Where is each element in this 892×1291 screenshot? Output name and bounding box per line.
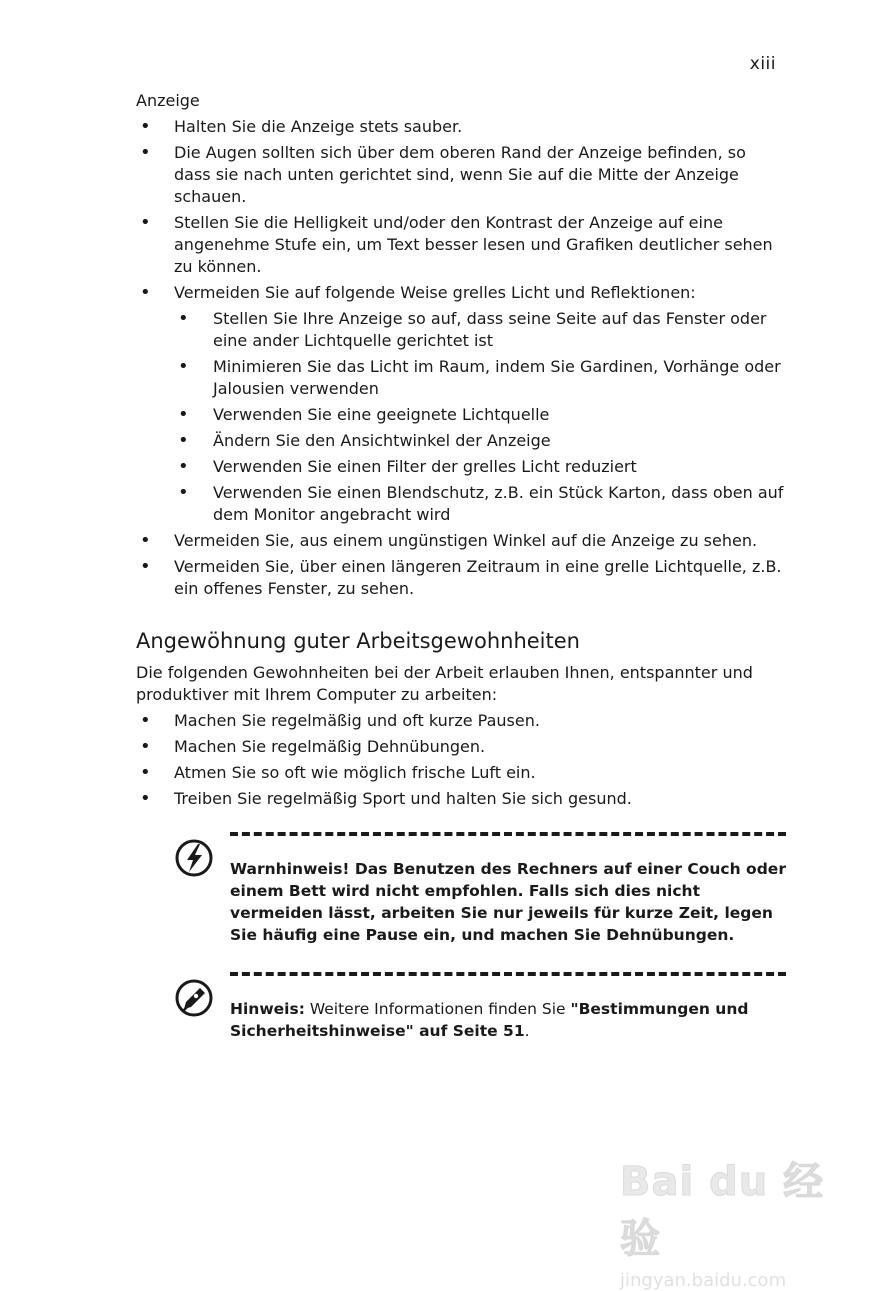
info-body: Weitere Informationen finden Sie — [304, 1000, 571, 1018]
sub-list-item: • Ändern Sie den Ansichtwinkel der Anzeige — [174, 430, 786, 452]
page-number: xiii — [749, 54, 776, 74]
watermark — [620, 1150, 840, 1291]
info-note — [136, 972, 786, 1042]
sub-list-item: • Stellen Sie Ihre Anzeige so auf, dass seine Seite auf das Fenster oder eine ander Lichtquelle gerichtet ist — [174, 308, 786, 352]
display-tips-list — [136, 116, 786, 600]
section-title-habits: Angewöhnung guter Arbeitsgewohnheiten — [136, 629, 580, 653]
sub-list-item: • Verwenden Sie einen Blendschutz, z.B. ein Stück Karton, dass oben auf dem Monitor angebracht wird — [174, 482, 786, 526]
glare-sublist — [174, 308, 786, 526]
note-divider — [230, 972, 786, 976]
list-item: • Vermeiden Sie, aus einem ungünstigen Winkel auf die Anzeige zu sehen. — [136, 530, 786, 552]
list-item: • Machen Sie regelmäßig Dehnübungen. — [136, 736, 786, 758]
info-end: . — [524, 1022, 530, 1040]
sub-list-item: • Minimieren Sie das Licht im Raum, indem Sie Gardinen, Vorhänge oder Jalousien verwenden — [174, 356, 786, 400]
info-label: Hinweis: — [230, 1000, 305, 1018]
info-text — [230, 998, 786, 1042]
section-heading-display: Anzeige — [136, 91, 200, 110]
note-divider — [230, 832, 786, 836]
page-content — [136, 90, 786, 1042]
list-item: • Halten Sie die Anzeige stets sauber. — [136, 116, 786, 138]
warning-text: Warnhinweis! Das Benutzen des Rechners auf einer Couch oder einem Bett wird nicht empfohlen. Falls sich dies nicht vermeiden lässt, arbeiten Sie nur jeweils für kurze Zeit, legen Sie häufig eine Pause ein, und machen Sie Dehnübungen. — [230, 860, 786, 944]
list-item: • Machen Sie regelmäßig und oft kurze Pausen. — [136, 710, 786, 732]
warning-note — [136, 832, 786, 946]
list-item: • Stellen Sie die Helligkeit und/oder den Kontrast der Anzeige auf eine angenehme Stufe ein, um Text besser lesen und Grafiken deutlicher sehen zu können. — [136, 212, 786, 278]
habits-intro: Die folgenden Gewohnheiten bei der Arbeit erlauben Ihnen, entspannter und produktiver mit Ihrem Computer zu arbeiten: — [136, 663, 753, 704]
list-item: • Vermeiden Sie, über einen längeren Zeitraum in eine grelle Lichtquelle, z.B. ein offenes Fenster, zu sehen. — [136, 556, 786, 600]
list-item: • Treiben Sie regelmäßig Sport und halten Sie sich gesund. — [136, 788, 786, 810]
list-item-text: Vermeiden Sie auf folgende Weise grelles Licht und Reflektionen: — [174, 283, 696, 302]
watermark-logo: Bai du 经验 — [620, 1159, 825, 1262]
pen-note-icon — [174, 978, 214, 1018]
list-item: • Atmen Sie so oft wie möglich frische Luft ein. — [136, 762, 786, 784]
sub-list-item: • Verwenden Sie einen Filter der grelles Licht reduziert — [174, 456, 786, 478]
warning-lightning-icon — [174, 838, 214, 878]
list-item-glare — [136, 282, 786, 526]
info-link[interactable]: "Bestimmungen und Sicherheitshinweise" auf Seite 51 — [230, 1000, 749, 1040]
watermark-url: jingyan.baidu.com — [620, 1270, 787, 1291]
list-item: • Die Augen sollten sich über dem oberen Rand der Anzeige befinden, so dass sie nach unten gerichtet sind, wenn Sie auf die Mitte der Anzeige schauen. — [136, 142, 786, 208]
habits-list — [136, 710, 786, 810]
sub-list-item: • Verwenden Sie eine geeignete Lichtquelle — [174, 404, 786, 426]
